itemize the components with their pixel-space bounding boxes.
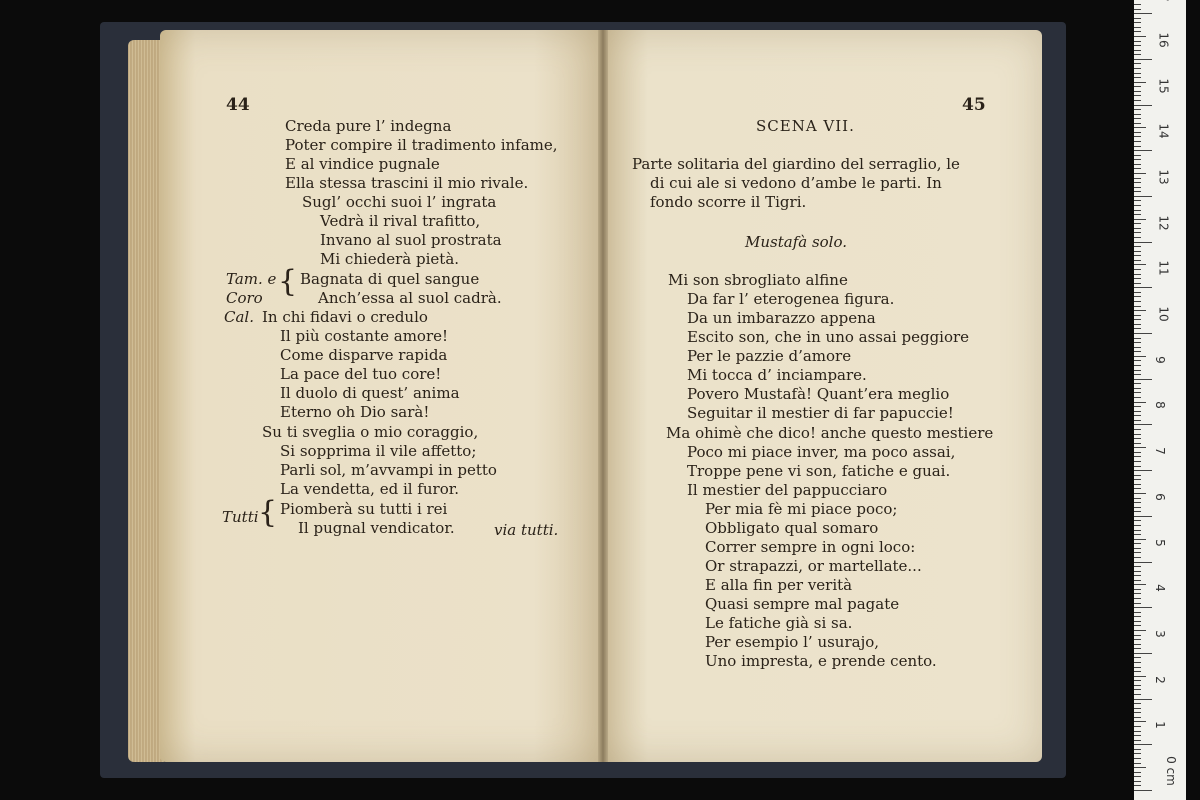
- ruler-tick: [1134, 434, 1141, 435]
- verse-line: Le fatiche già si sa.: [705, 614, 853, 632]
- ruler-label: 7: [1152, 447, 1167, 455]
- ruler-tick: [1134, 447, 1146, 448]
- ruler-tick: [1134, 438, 1141, 439]
- ruler-tick: [1134, 699, 1152, 700]
- verse-line: Per le pazzie d’amore: [687, 347, 852, 365]
- ruler-tick: [1134, 196, 1152, 197]
- ruler-tick: [1134, 776, 1141, 777]
- ruler-tick: [1134, 424, 1152, 425]
- ruler-tick: [1134, 319, 1141, 320]
- verse-line: Il duolo di quest’ anima: [280, 384, 460, 402]
- ruler-tick: [1134, 141, 1141, 142]
- verse-line: Creda pure l’ indegna: [285, 117, 452, 135]
- verse-line: Per esempio l’ usurajo,: [705, 633, 880, 651]
- ruler-tick: [1134, 338, 1141, 339]
- ruler-tick: [1134, 292, 1141, 293]
- page-number-left: 44: [226, 95, 250, 115]
- ruler-tick: [1134, 31, 1141, 32]
- ruler-label: 4: [1152, 584, 1167, 593]
- verse-line: Troppe pene vi son, fatiche e guai.: [687, 462, 951, 480]
- stage-direction: via tutti.: [494, 521, 559, 539]
- ruler-tick: [1134, 4, 1141, 5]
- ruler-tick: [1134, 9, 1141, 10]
- ruler-tick: [1134, 735, 1141, 736]
- verse-line: Poter compire il tradimento infame,: [285, 136, 558, 154]
- ruler-label: 0 cm: [1163, 756, 1178, 786]
- ruler-tick: [1134, 753, 1141, 754]
- ruler-tick: [1134, 630, 1146, 631]
- ruler-tick: [1134, 443, 1141, 444]
- scene-description-line: di cui ale si vedono d’ambe le parti. In: [650, 174, 942, 192]
- speaker-brace: {: [258, 495, 278, 530]
- ruler-tick: [1134, 717, 1141, 718]
- ruler-tick: [1134, 479, 1141, 480]
- ruler-tick: [1134, 671, 1141, 672]
- ruler-tick: [1134, 772, 1141, 773]
- ruler-tick: [1134, 114, 1141, 115]
- verse-line: Parli sol, m’avvampi in petto: [280, 461, 497, 479]
- verse-line: Il pugnal vendicator.: [298, 519, 455, 537]
- ruler-label: 2: [1152, 675, 1167, 684]
- ruler-tick: [1134, 310, 1146, 311]
- ruler-tick: [1134, 456, 1141, 457]
- ruler-tick: [1134, 159, 1141, 160]
- ruler-tick: [1134, 429, 1141, 430]
- ruler-label: 8: [1152, 401, 1167, 410]
- speaker-label: Tutti: [222, 508, 259, 526]
- ruler-tick: [1134, 374, 1141, 375]
- ruler-tick: [1134, 548, 1141, 549]
- verse-line: Mi son sbrogliato alfine: [668, 271, 848, 289]
- ruler-tick: [1134, 466, 1141, 467]
- ruler-tick: [1134, 415, 1141, 416]
- verse-line: Il mestier del pappucciaro: [687, 481, 888, 499]
- ruler-label: 12: [1156, 214, 1171, 231]
- ruler-tick: [1134, 246, 1141, 247]
- ruler-tick: [1134, 296, 1141, 297]
- ruler-tick: [1134, 95, 1141, 96]
- ruler-tick: [1134, 283, 1141, 284]
- ruler-tick: [1134, 621, 1141, 622]
- ruler-tick: [1134, 712, 1141, 713]
- ruler-tick: [1134, 136, 1141, 137]
- ruler-tick: [1134, 566, 1141, 567]
- ruler-tick: [1134, 644, 1141, 645]
- ruler-label: 11: [1156, 260, 1171, 276]
- ruler-tick: [1134, 342, 1141, 343]
- ruler-tick: [1134, 178, 1141, 179]
- ruler-tick: [1134, 150, 1152, 151]
- ruler-tick: [1134, 593, 1141, 594]
- scene-description-line: Parte solitaria del giardino del serraglio, le: [632, 155, 960, 173]
- ruler-tick: [1134, 525, 1141, 526]
- ruler-tick: [1134, 388, 1141, 389]
- ruler-tick: [1134, 562, 1152, 563]
- speaker-label: Cal.: [224, 308, 254, 326]
- ruler-tick: [1134, 653, 1152, 654]
- ruler-tick: [1134, 315, 1141, 316]
- verse-line: E alla fin per verità: [705, 576, 853, 594]
- verse-line: Povero Mustafà! Quant’era meglio: [687, 385, 950, 403]
- speaker-brace: {: [278, 264, 298, 299]
- ruler-tick: [1134, 132, 1141, 133]
- speaker-label: Tam. e: [226, 270, 277, 288]
- verse-line: Seguitar il mestier di far papuccie!: [687, 404, 954, 422]
- verse-line: Si sopprima il vile affetto;: [280, 442, 477, 460]
- ruler-tick: [1134, 557, 1141, 558]
- ruler-tick: [1134, 552, 1141, 553]
- ruler-tick: [1134, 68, 1141, 69]
- ruler-tick: [1134, 200, 1141, 201]
- ruler-tick: [1134, 223, 1141, 224]
- ruler-tick: [1134, 575, 1141, 576]
- ruler-label: 1: [1152, 721, 1167, 730]
- ruler-tick: [1134, 86, 1141, 87]
- ruler-tick: [1134, 603, 1141, 604]
- ruler-tick: [1134, 219, 1146, 220]
- ruler-tick: [1134, 639, 1141, 640]
- ruler-tick: [1134, 306, 1141, 307]
- ruler-label: 9: [1152, 355, 1167, 364]
- ruler-tick: [1134, 210, 1141, 211]
- ruler-tick: [1134, 22, 1141, 23]
- ruler-tick: [1134, 475, 1141, 476]
- ruler-tick: [1134, 328, 1141, 329]
- ruler-tick: [1134, 232, 1141, 233]
- ruler-tick: [1134, 73, 1141, 74]
- ruler-tick: [1134, 498, 1141, 499]
- ruler-tick: [1134, 657, 1141, 658]
- ruler-tick: [1134, 59, 1152, 60]
- ruler-tick: [1134, 785, 1141, 786]
- ruler-tick: [1134, 287, 1152, 288]
- ruler-tick: [1134, 41, 1141, 42]
- ruler-tick: [1134, 13, 1152, 14]
- ruler-tick: [1134, 598, 1141, 599]
- ruler-tick: [1134, 54, 1141, 55]
- verse-line: Poco mi piace inver, ma poco assai,: [687, 443, 956, 461]
- ruler-label: 15: [1156, 77, 1171, 94]
- ruler-tick: [1134, 584, 1146, 585]
- verse-line: Mi tocca d’ inciampare.: [687, 366, 867, 384]
- ruler-tick: [1134, 484, 1141, 485]
- ruler-tick: [1134, 228, 1141, 229]
- verse-line: Il più costante amore!: [280, 327, 449, 345]
- verse-line: La vendetta, ed il furor.: [280, 480, 460, 498]
- ruler-tick: [1134, 781, 1141, 782]
- ruler-tick: [1134, 708, 1141, 709]
- ruler-tick: [1134, 27, 1141, 28]
- ruler-tick: [1134, 402, 1146, 403]
- ruler-label: 14: [1156, 123, 1171, 139]
- ruler-label: 5: [1152, 538, 1167, 547]
- ruler-tick: [1134, 105, 1152, 106]
- ruler-tick: [1134, 744, 1152, 745]
- ruler-tick: [1134, 301, 1141, 302]
- book-gutter: [598, 30, 608, 762]
- ruler-tick: [1134, 511, 1141, 512]
- ruler-tick: [1134, 461, 1141, 462]
- verse-line: Correr sempre in ogni loco:: [705, 538, 916, 556]
- ruler-label: 6: [1152, 492, 1167, 501]
- ruler-tick: [1134, 278, 1141, 279]
- ruler-label: 3: [1152, 630, 1167, 638]
- ruler-tick: [1134, 662, 1141, 663]
- ruler-tick: [1134, 82, 1146, 83]
- ruler-tick: [1134, 242, 1152, 243]
- verse-line: Da far l’ eterogenea figura.: [687, 290, 895, 308]
- ruler-tick: [1134, 635, 1141, 636]
- ruler-tick: [1134, 406, 1141, 407]
- verse-line: Anch’essa al suol cadrà.: [318, 289, 502, 307]
- ruler-tick: [1134, 127, 1146, 128]
- ruler-tick: [1134, 607, 1152, 608]
- ruler-tick: [1134, 721, 1146, 722]
- ruler-tick: [1134, 260, 1141, 261]
- ruler-tick: [1134, 370, 1141, 371]
- ruler-label: 16: [1156, 32, 1171, 48]
- verse-line: Mi chiederà pietà.: [320, 250, 460, 268]
- ruler-tick: [1134, 274, 1141, 275]
- ruler-tick: [1134, 182, 1141, 183]
- ruler-tick: [1134, 516, 1152, 517]
- verse-line: Quasi sempre mal pagate: [705, 595, 900, 613]
- ruler-tick: [1134, 91, 1141, 92]
- ruler-tick: [1134, 740, 1141, 741]
- ruler-label: [1157, 0, 1171, 2]
- ruler-tick: [1134, 164, 1141, 165]
- verse-line: Piomberà su tutti i rei: [280, 500, 448, 518]
- ruler-tick: [1134, 648, 1141, 649]
- ruler-tick: [1134, 118, 1141, 119]
- ruler-tick: [1134, 763, 1141, 764]
- ruler-tick: [1134, 625, 1141, 626]
- ruler-tick: [1134, 383, 1141, 384]
- ruler-tick: [1134, 470, 1152, 471]
- ruler-tick: [1134, 689, 1141, 690]
- ruler-tick: [1134, 123, 1141, 124]
- ruler-tick: [1134, 50, 1141, 51]
- ruler-tick: [1134, 667, 1141, 668]
- ruler-tick: [1134, 187, 1141, 188]
- ruler-tick: [1134, 173, 1146, 174]
- ruler-tick: [1134, 616, 1141, 617]
- ruler-tick: [1134, 168, 1141, 169]
- ruler-tick: [1134, 155, 1141, 156]
- ruler-tick: [1134, 520, 1141, 521]
- speaker-label: Coro: [226, 289, 263, 307]
- page-number-right: 45: [962, 95, 986, 115]
- ruler-tick: [1134, 214, 1141, 215]
- ruler-tick: [1134, 703, 1141, 704]
- ruler-tick: [1134, 146, 1141, 147]
- ruler-tick: [1134, 571, 1141, 572]
- ruler-tick: [1134, 507, 1141, 508]
- ruler-tick: [1134, 694, 1141, 695]
- ruler-tick: [1134, 397, 1141, 398]
- ruler-label: 13: [1156, 169, 1171, 185]
- ruler-tick: [1134, 392, 1141, 393]
- verse-line: Vedrà il rival trafitto,: [320, 212, 481, 230]
- ruler-tick: [1134, 324, 1141, 325]
- verse-line: In chi fidavi o credulo: [262, 308, 428, 326]
- ruler-tick: [1134, 749, 1141, 750]
- ruler-tick: [1134, 347, 1141, 348]
- ruler-tick: [1134, 264, 1146, 265]
- verse-line: Bagnata di quel sangue: [300, 270, 480, 288]
- ruler-tick: [1134, 758, 1141, 759]
- verse-line: Per mia fè mi piace poco;: [705, 500, 898, 518]
- ruler-tick: [1134, 237, 1141, 238]
- ruler-tick: [1134, 100, 1141, 101]
- ruler-tick: [1134, 589, 1141, 590]
- ruler-tick: [1134, 685, 1141, 686]
- verse-line: Su ti sveglia o mio coraggio,: [262, 423, 479, 441]
- ruler-tick: [1134, 612, 1141, 613]
- verse-line: E al vindice pugnale: [285, 155, 440, 173]
- verse-line: Come disparve rapida: [280, 346, 448, 364]
- verse-line: Eterno oh Dio sarà!: [280, 403, 430, 421]
- ruler-tick: [1134, 420, 1141, 421]
- verse-line: Ma ohimè che dico! anche questo mestiere: [666, 424, 994, 442]
- ruler-tick: [1134, 351, 1141, 352]
- ruler-tick: [1134, 36, 1146, 37]
- ruler-tick: [1134, 269, 1141, 270]
- ruler-tick: [1134, 63, 1141, 64]
- ruler-tick: [1134, 45, 1141, 46]
- verse-line: Obbligato qual somaro: [705, 519, 879, 537]
- ruler-tick: [1134, 790, 1152, 791]
- ruler-tick: [1134, 379, 1152, 380]
- verse-line: Da un imbarazzo appena: [687, 309, 876, 327]
- ruler-tick: [1134, 18, 1141, 19]
- ruler-tick: [1134, 360, 1141, 361]
- ruler-tick: [1134, 731, 1141, 732]
- ruler-tick: [1134, 502, 1141, 503]
- ruler-tick: [1134, 255, 1141, 256]
- ruler-tick: [1134, 191, 1141, 192]
- page-edges: [128, 40, 164, 762]
- ruler-tick: [1134, 530, 1141, 531]
- ruler-tick: [1134, 676, 1146, 677]
- verse-line: Escito son, che in uno assai peggiore: [687, 328, 970, 346]
- scene-title: SCENA VII.: [756, 117, 855, 135]
- ruler-tick: [1134, 411, 1141, 412]
- ruler-tick: [1134, 251, 1141, 252]
- verse-line: Or strapazzi, or martellate...: [705, 557, 922, 575]
- ruler-tick: [1134, 680, 1141, 681]
- ruler-tick: [1134, 365, 1141, 366]
- ruler-tick: [1134, 77, 1141, 78]
- ruler-tick: [1134, 109, 1141, 110]
- ruler-tick: [1134, 333, 1152, 334]
- verse-line: Uno impresta, e prende cento.: [705, 652, 937, 670]
- ruler-tick: [1134, 356, 1146, 357]
- ruler-tick: [1134, 205, 1141, 206]
- verse-line: Sugl’ occhi suoi l’ ingrata: [302, 193, 497, 211]
- ruler-tick: [1134, 539, 1146, 540]
- ruler-label: 10: [1156, 306, 1171, 322]
- ruler-tick: [1134, 543, 1141, 544]
- verse-line: Invano al suol prostrata: [320, 231, 502, 249]
- ruler-tick: [1134, 580, 1141, 581]
- ruler-tick: [1134, 767, 1146, 768]
- verse-line: Ella stessa trascini il mio rivale.: [285, 174, 529, 192]
- ruler-tick: [1134, 493, 1146, 494]
- ruler-tick: [1134, 488, 1141, 489]
- character-heading: Mustafà solo.: [745, 233, 848, 251]
- measuring-ruler: [1134, 0, 1186, 800]
- ruler-tick: [1134, 726, 1141, 727]
- verse-line: La pace del tuo core!: [280, 365, 442, 383]
- ruler-tick: [1134, 452, 1141, 453]
- ruler-tick: [1134, 534, 1141, 535]
- scene-description-line: fondo scorre il Tigri.: [650, 193, 807, 211]
